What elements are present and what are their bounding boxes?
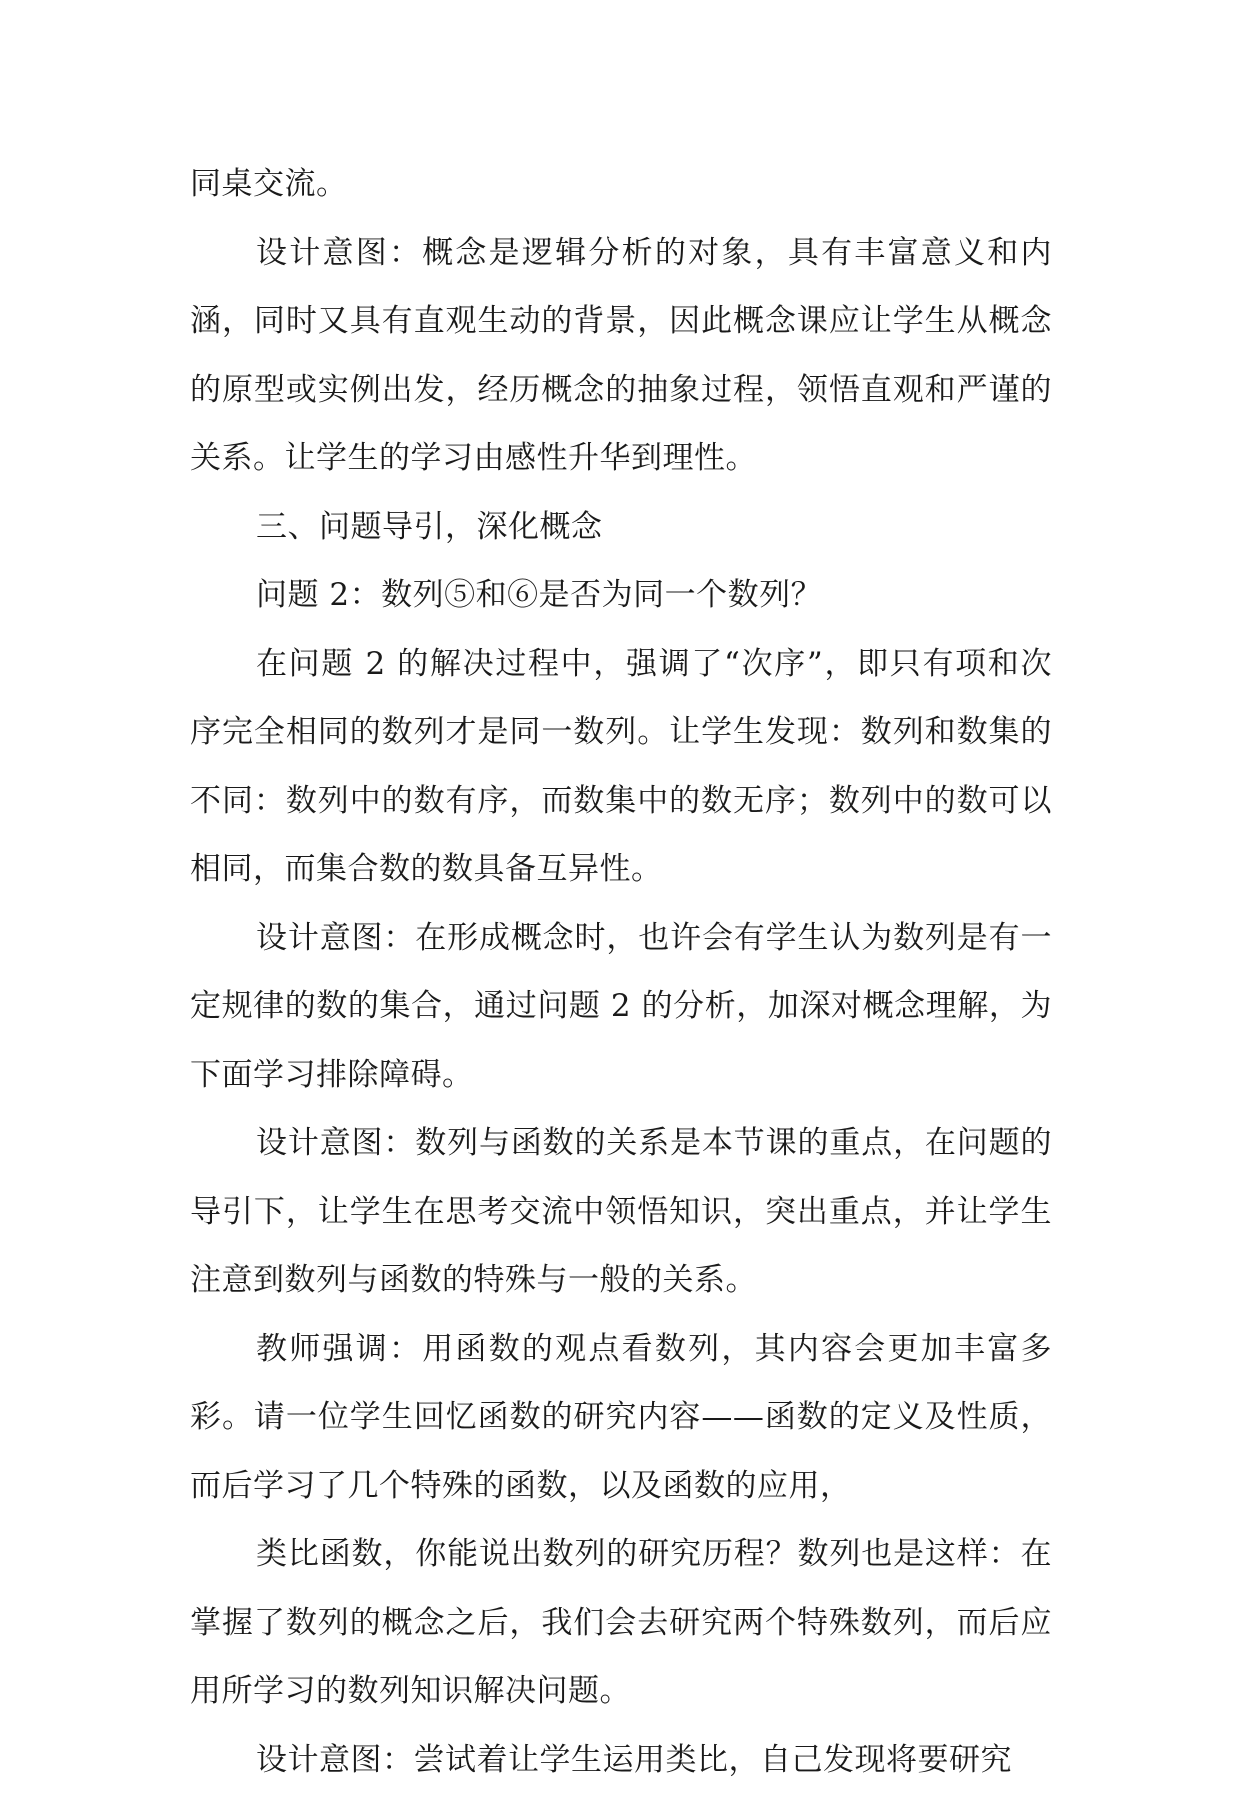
paragraph-1: 同桌交流。 xyxy=(190,150,1052,219)
paragraph-10: 设计意图：尝试着让学生运用类比，自己发现将要研究 xyxy=(190,1726,1052,1794)
paragraph-8: 教师强调：用函数的观点看数列，其内容会更加丰富多彩。请一位学生回忆函数的研究内容——函数的定义及性质，而后学习了几个特殊的函数，以及函数的应用， xyxy=(190,1315,1052,1521)
paragraph-5: 在问题 2 的解决过程中，强调了“次序”，即只有项和次序完全相同的数列才是同一数列。让学生发现：数列和数集的不同：数列中的数有序，而数集中的数无序；数列中的数可以相同，而集合数的数具备互异性。 xyxy=(190,630,1052,904)
section-heading: 三、问题导引，深化概念 xyxy=(190,493,1052,562)
document-page xyxy=(190,150,1052,1794)
paragraph-6: 设计意图：在形成概念时，也许会有学生认为数列是有一定规律的数的集合，通过问题 2 的分析，加深对概念理解，为下面学习排除障碍。 xyxy=(190,904,1052,1110)
paragraph-9: 类比函数，你能说出数列的研究历程？数列也是这样：在掌握了数列的概念之后，我们会去研究两个特殊数列，而后应用所学习的数列知识解决问题。 xyxy=(190,1520,1052,1726)
paragraph-question-2: 问题 2：数列⑤和⑥是否为同一个数列？ xyxy=(190,561,1052,630)
paragraph-7: 设计意图：数列与函数的关系是本节课的重点，在问题的导引下，让学生在思考交流中领悟知识，突出重点，并让学生注意到数列与函数的特殊与一般的关系。 xyxy=(190,1109,1052,1315)
paragraph-2: 设计意图：概念是逻辑分析的对象，具有丰富意义和内涵，同时又具有直观生动的背景，因此概念课应让学生从概念的原型或实例出发，经历概念的抽象过程，领悟直观和严谨的关系。让学生的学习由感性升华到理性。 xyxy=(190,219,1052,493)
